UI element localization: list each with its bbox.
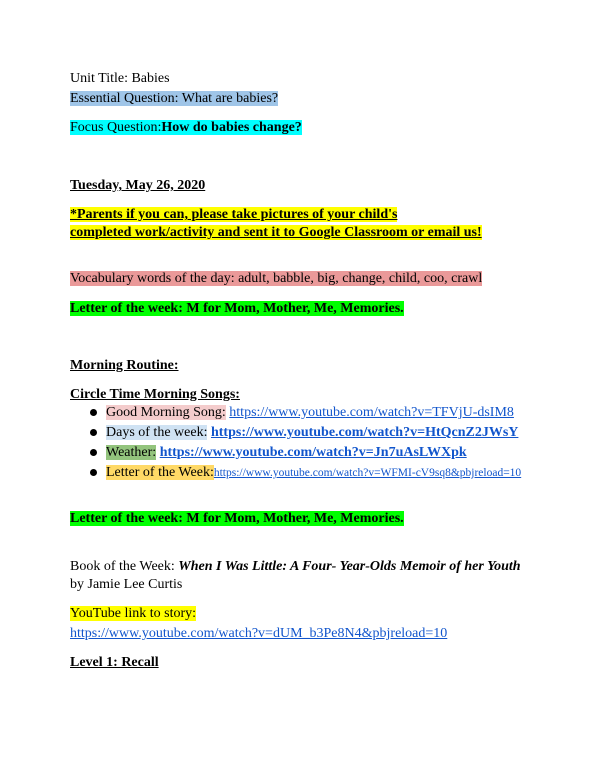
book-prefix: Book of the Week: [70, 559, 179, 574]
focus-question [70, 119, 302, 136]
book-title: When I Was Little: A Four- Year-Olds Memoir of her Youth [178, 559, 521, 574]
song-label: Letter of the Week: [106, 465, 214, 480]
song-link[interactable]: https://www.youtube.com/watch?v=Jn7uAsLWXpk [159, 445, 467, 460]
youtube-story-label: YouTube link to story: [70, 606, 197, 621]
bullet-icon [90, 449, 97, 456]
morning-routine-heading: Morning Routine: [70, 358, 179, 373]
song-link[interactable]: https://www.youtube.com/watch?v=HtQcnZ2JWsY [210, 425, 519, 440]
list-item [90, 424, 521, 444]
date-heading: Tuesday, May 26, 2020 [70, 178, 206, 193]
focus-question-prefix: Focus Question: [70, 120, 162, 135]
song-label: Good Morning Song: [106, 405, 226, 420]
parents-note-line1: *Parents if you can, please take pictures of your child's [70, 207, 398, 222]
bullet-icon [90, 409, 97, 416]
song-link[interactable]: https://www.youtube.com/watch?v=WFMI-cV9sq8&pbjreload=10 [213, 467, 522, 479]
song-label: Weather: [106, 445, 157, 460]
list-item [90, 464, 521, 484]
essential-question: Essential Question: What are babies? [70, 91, 279, 106]
bullet-icon [90, 429, 97, 436]
youtube-story-link-line [70, 625, 447, 642]
youtube-story-link[interactable]: https://www.youtube.com/watch?v=dUM_b3Pe8N4&pbjreload=10 [70, 626, 448, 641]
letter-of-week: Letter of the week: M for Mom, Mother, Me, Memories. [70, 301, 404, 316]
focus-question-text: How do babies change? [161, 120, 302, 135]
letter-of-week-repeat: Letter of the week: M for Mom, Mother, Me, Memories. [70, 511, 404, 526]
unit-title: Unit Title: Babies [70, 71, 170, 86]
book-of-week [70, 558, 521, 575]
parents-note-line2: completed work/activity and sent it to Google Classroom or email us! [70, 225, 482, 240]
songs-list [90, 404, 521, 484]
song-label: Days of the week: [106, 425, 208, 440]
circle-time-heading: Circle Time Morning Songs: [70, 387, 240, 402]
bullet-icon [90, 469, 97, 476]
book-author: by Jamie Lee Curtis [70, 577, 183, 592]
list-item [90, 404, 521, 424]
song-link[interactable]: https://www.youtube.com/watch?v=TFVjU-dsIM8 [229, 405, 514, 420]
vocabulary-words: Vocabulary words of the day: adult, babble, big, change, child, coo, crawl [70, 271, 483, 286]
list-item [90, 444, 521, 464]
level-1-heading: Level 1: Recall [70, 655, 159, 670]
